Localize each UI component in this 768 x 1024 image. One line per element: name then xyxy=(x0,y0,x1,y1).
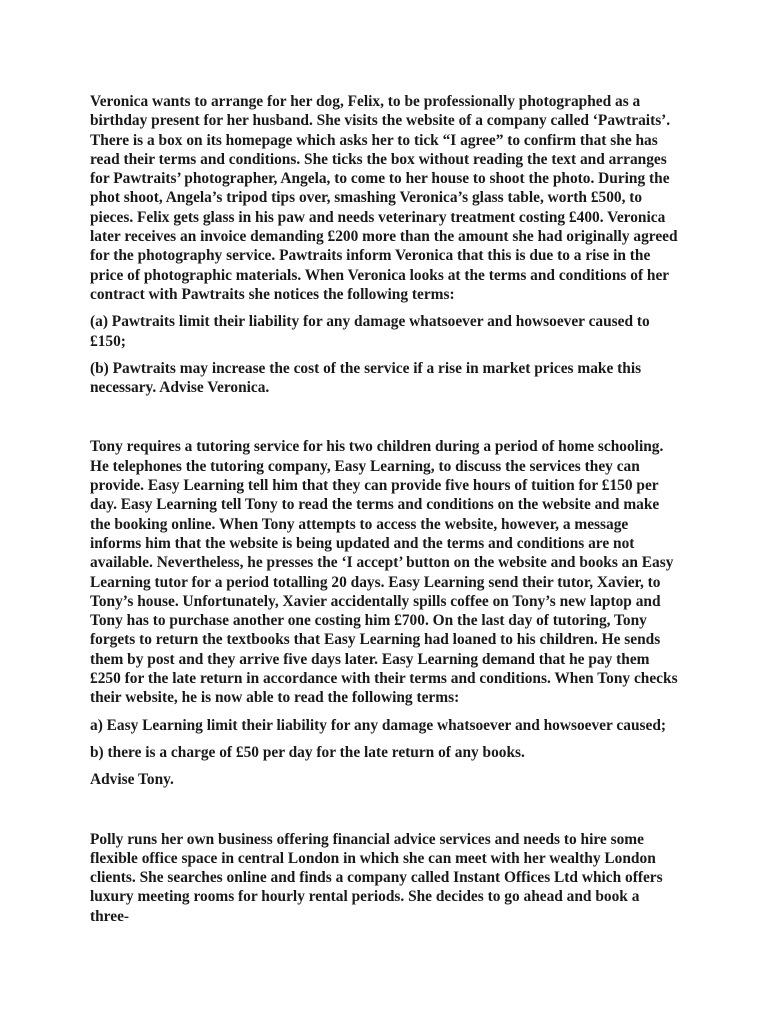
scenario2-paragraph: Tony requires a tutoring service for his two children during a period of home schooling. He telephones the tutoring company, Easy Learning, to discuss the services they can provide. Easy Learning tell him that they can provide five hours of tuition for £150 per day. Easy Learning tell Tony to read the terms and conditions on the website and make the booking online. When Tony attempts to access the website, however, a message informs him that the website is being updated and the terms and conditions are not available. Nevertheless, he presses the ‘I accept’ button on the website and books an Easy Learning tutor for a period totalling 20 days. Easy Learning send their tutor, Xavier, to Tony’s house. Unfortunately, Xavier accidentally spills coffee on Tony’s new laptop and Tony has to purchase another one costing him £700. On the last day of tutoring, Tony forgets to return the textbooks that Easy Learning had loaned to his children. He sends them by post and they arrive five days later. Easy Learning demand that he pay them £250 for the late return in accordance with their terms and conditions. When Tony checks their website, he is now able to read the following terms: xyxy=(90,438,678,707)
scenario1-term-a: (a) Pawtraits limit their liability for any damage whatsoever and howsoever caused to £150; xyxy=(90,313,650,350)
scenario2-term-b: b) there is a charge of £50 per day for the late return of any books. xyxy=(90,743,525,761)
scenario2-advise: Advise Tony. xyxy=(90,771,174,789)
scenario1-term-b: (b) Pawtraits may increase the cost of the service if a rise in market prices make this necessary. Advise Veronica. xyxy=(90,359,642,397)
scenario2-term-a: a) Easy Learning limit their liability for any damage whatsoever and howsoever caused; xyxy=(90,716,667,734)
document-body xyxy=(90,92,682,926)
scenario1-paragraph: Veronica wants to arrange for her dog, Felix, to be professionally photographed as a birthday present for her husband. She visits the website of a company called ‘Pawtraits’. There is a box on its homepage which asks her to tick “I agree” to confirm that she has read their terms and conditions. She ticks the box without reading the text and arranges for Pawtraits’ photographer, Angela, to come to her house to shoot the photo. During the phot shoot, Angela’s tripod tips over, smashing Veronica’s glass table, worth £500, to pieces. Felix gets glass in his paw and needs veterinary treatment costing £400. Veronica later receives an invoice demanding £200 more than the amount she had originally agreed for the photography service. Pawtraits inform Veronica that this is due to a rise in the price of photographic materials. When Veronica looks at the terms and conditions of her contract with Pawtraits she notices the following terms: xyxy=(90,93,678,303)
scenario3-paragraph: Polly runs her own business offering financial advice services and needs to hire some flexible office space in central London in which she can meet with her wealthy London clients. She searches online and finds a company called Instant Offices Ltd which offers luxury meeting rooms for hourly rental periods. She decides to go ahead and book a three- xyxy=(90,830,663,925)
